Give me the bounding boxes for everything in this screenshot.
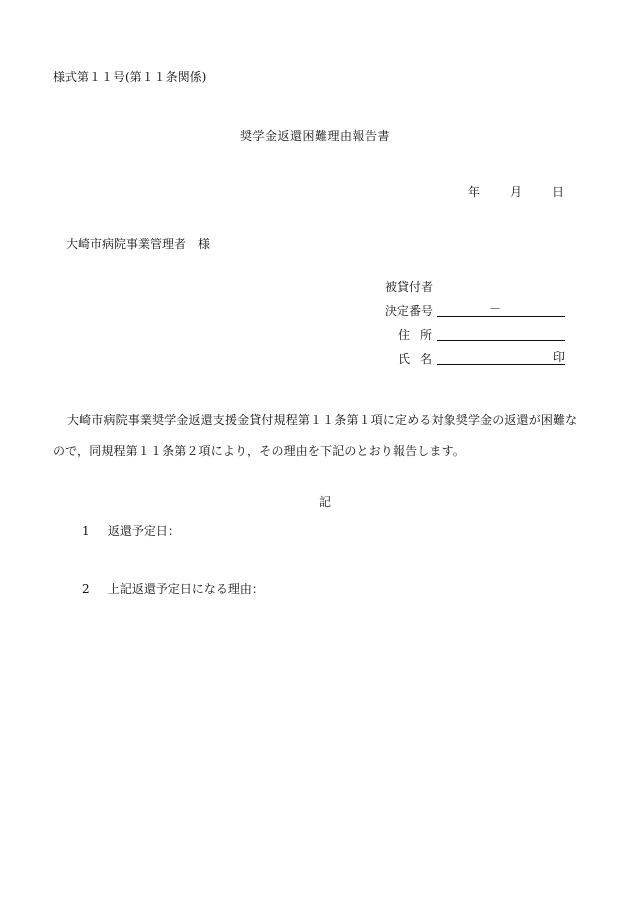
form-id: 様式第１１号(第１１条関係) [53, 70, 207, 84]
borrower-heading-row [385, 279, 565, 295]
seal-mark: 印 [552, 350, 565, 364]
date-year-label: 年 [467, 185, 480, 199]
item-label: 上記返還予定日になる理由： [107, 582, 264, 596]
name-row [385, 351, 565, 367]
decision-number-field[interactable] [437, 302, 565, 317]
name-field[interactable] [437, 350, 565, 365]
date-day-label: 日 [551, 185, 564, 199]
document-title: 奨学金返還困難理由報告書 [239, 129, 390, 143]
item-number: 1 [82, 524, 90, 538]
list-item [82, 523, 180, 539]
item-label: 返還予定日： [107, 524, 180, 538]
decision-number-label: 決定番号 [385, 304, 434, 318]
ki-heading: 記 [318, 495, 331, 509]
address-row [385, 327, 565, 343]
addressee: 大崎市病院事業管理者 様 [66, 237, 211, 251]
date-line [468, 184, 564, 200]
body-paragraph: 大崎市病院事業奨学金返還支援金貸付規程第１１条第１項に定める対象奨学金の返還が困難なので，同規程第１１条第２項により，その理由を下記のとおり報告します。 [53, 413, 578, 458]
address-label: 住所 [398, 328, 443, 342]
address-field[interactable] [437, 326, 565, 341]
name-label: 氏名 [398, 352, 443, 366]
borrower-block [385, 279, 565, 375]
list-item [82, 581, 264, 597]
item-number: 2 [82, 582, 90, 596]
date-month-label: 月 [509, 185, 522, 199]
borrower-heading: 被貸付者 [385, 280, 434, 294]
decision-number-row [385, 303, 565, 319]
decision-number-separator: － [489, 302, 502, 316]
